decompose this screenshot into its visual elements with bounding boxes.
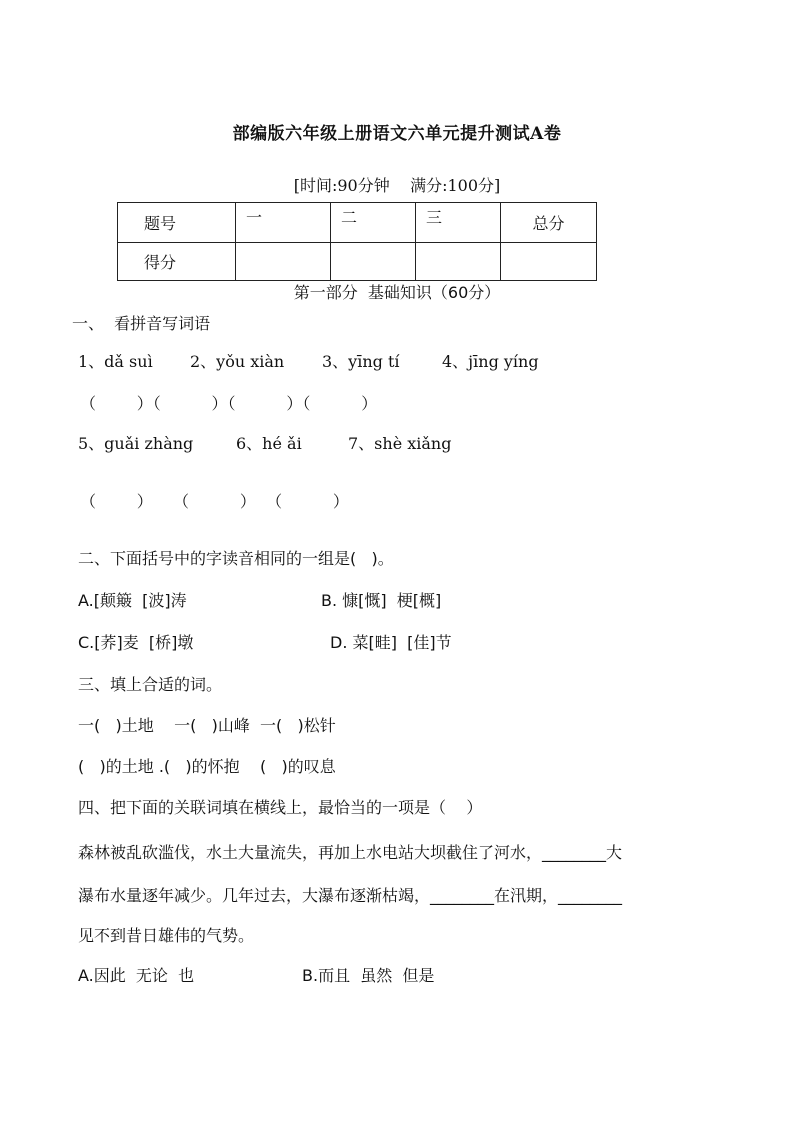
q1-heading: 一、 看拼音写词语 bbox=[72, 314, 211, 333]
q4-passage-line-1: 森林被乱砍滥伐，水土大量流失，再加上水电站大坝截住了河水，________大 bbox=[78, 843, 623, 862]
score-table bbox=[117, 202, 597, 281]
q1-pinyin-3: 3、yīng tí bbox=[322, 352, 400, 371]
score-header-part-1: 一 bbox=[236, 203, 331, 243]
score-row-label: 得分 bbox=[118, 243, 236, 281]
score-cell-part-3 bbox=[416, 243, 501, 281]
q4-heading: 四、把下面的关联词填在横线上，最恰当的一项是（ ） bbox=[78, 798, 483, 817]
exam-time-info: [时间:90分钟 满分:100分] bbox=[293, 176, 501, 195]
q1-pinyin-2: 2、yǒu xiàn bbox=[190, 352, 285, 371]
q4-option-a[interactable]: A.因此 无论 也 bbox=[78, 966, 195, 985]
q1-pinyin-1: 1、dǎ suì bbox=[78, 352, 153, 371]
q1-pinyin-5: 5、guǎi zhàng bbox=[78, 434, 194, 453]
q1-answer-blanks-2[interactable]: （ ） （ ） （ ） bbox=[80, 492, 349, 511]
page-title: 部编版六年级上册语文六单元提升测试A卷 bbox=[232, 124, 562, 144]
q4-passage-line-3: 见不到昔日雄伟的气势。 bbox=[78, 926, 255, 945]
q2-option-c[interactable]: C.[荞]麦 [桥]墩 bbox=[78, 633, 194, 652]
q1-pinyin-4: 4、jīng yíng bbox=[442, 352, 539, 371]
q2-option-d[interactable]: D. 菜[畦] [佳]节 bbox=[330, 633, 452, 652]
q2-heading: 二、下面括号中的字读音相同的一组是( )。 bbox=[78, 549, 394, 568]
score-cell-total bbox=[501, 243, 597, 281]
q4-passage-line-2: 瀑布水量逐年减少。几年过去，大瀑布逐渐枯竭，________在汛期，________ bbox=[78, 886, 623, 905]
score-header-total: 总分 bbox=[501, 203, 597, 243]
q1-pinyin-row-1 bbox=[0, 352, 794, 372]
score-table-score-row bbox=[118, 243, 597, 281]
q2-option-a[interactable]: A.[颠簸 [波]涛 bbox=[78, 591, 187, 610]
q1-pinyin-6: 6、hé ǎi bbox=[236, 434, 302, 453]
q3-line-1[interactable]: 一( )土地 一( )山峰 一( )松针 bbox=[78, 716, 336, 735]
score-cell-part-1 bbox=[236, 243, 331, 281]
q1-pinyin-row-2 bbox=[0, 434, 794, 454]
q3-line-2[interactable]: ( )的土地 .( )的怀抱 ( )的叹息 bbox=[78, 757, 336, 776]
q4-option-b[interactable]: B.而且 虽然 但是 bbox=[302, 966, 435, 985]
q2-option-b[interactable]: B. 慷[慨] 梗[概] bbox=[321, 591, 442, 610]
q1-pinyin-7: 7、shè xiǎng bbox=[348, 434, 452, 453]
score-table-header-row bbox=[118, 203, 597, 243]
q1-answer-blanks-1[interactable]: （ ）（ ）（ ）（ ） bbox=[80, 394, 378, 413]
score-header-question-no: 题号 bbox=[118, 203, 236, 243]
score-header-part-3: 三 bbox=[416, 203, 501, 243]
score-cell-part-2 bbox=[331, 243, 416, 281]
part1-heading: 第一部分 基础知识（60分） bbox=[293, 283, 501, 302]
q3-heading: 三、填上合适的词。 bbox=[78, 675, 223, 694]
score-header-part-2: 二 bbox=[331, 203, 416, 243]
